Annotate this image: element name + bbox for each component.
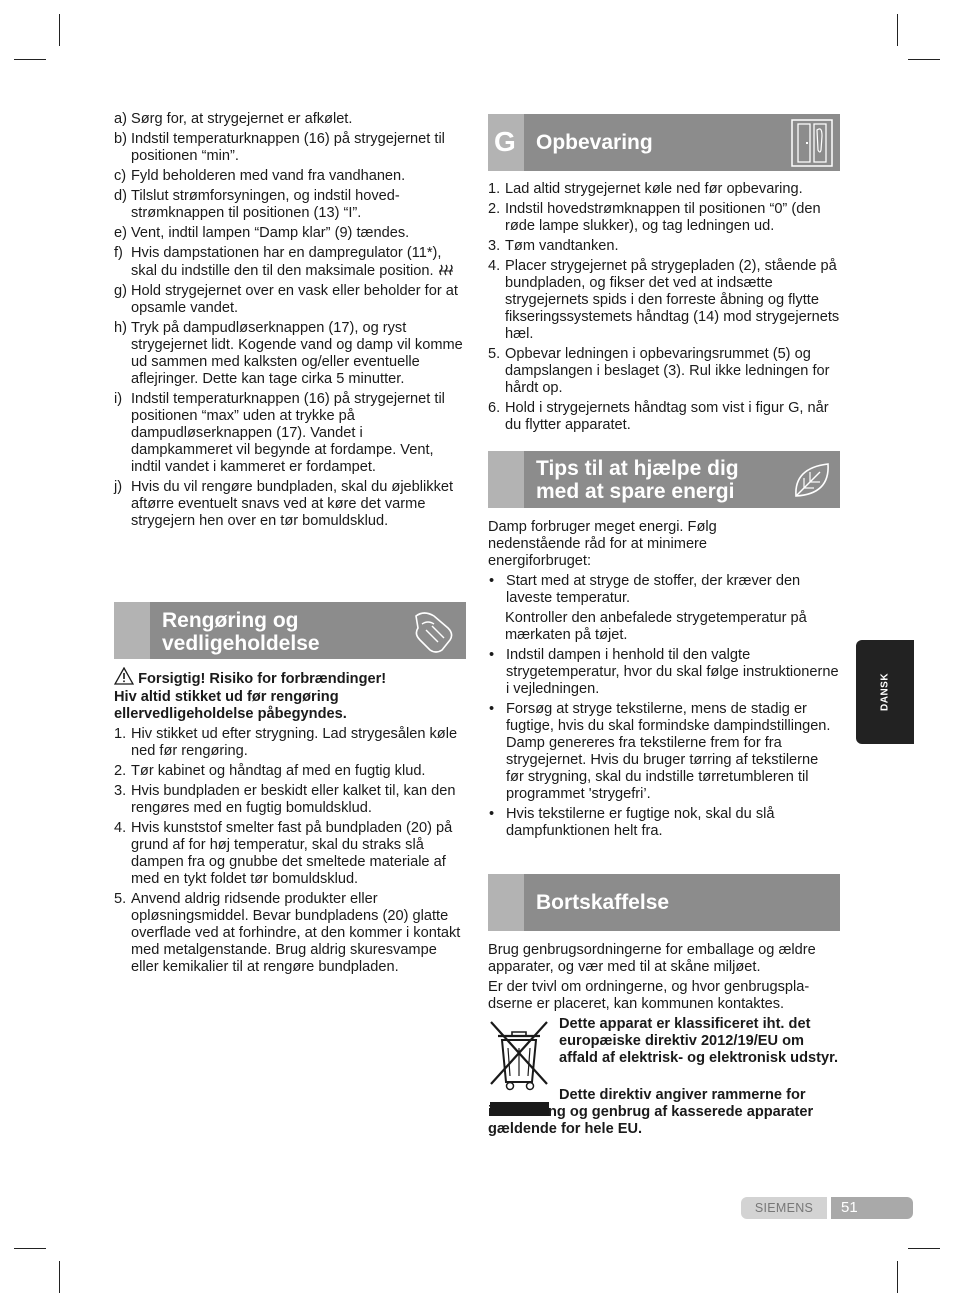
list-item bbox=[114, 131, 466, 165]
language-label: DANSK bbox=[879, 672, 891, 712]
list-item bbox=[488, 201, 840, 235]
tips-body bbox=[488, 519, 840, 843]
list-item bbox=[114, 783, 466, 817]
disposal-paragraph: Er der tvivl om ordningerne, og hvor genbrugspla-dserne er placeret, kan kommunen kontaktes. bbox=[488, 979, 810, 1012]
section-header-cleaning bbox=[114, 602, 466, 659]
tips-intro: Damp forbruger meget energi. Følg nedenstående råd for at minimere energiforbruget: bbox=[488, 519, 717, 569]
list-text bbox=[131, 245, 466, 280]
list-marker: f) bbox=[114, 245, 123, 261]
list-marker: j) bbox=[114, 479, 123, 495]
header-tab bbox=[488, 874, 524, 931]
bullet-marker: • bbox=[489, 701, 495, 717]
list-text: Indstil temperaturknappen (16) på strygejernet til positionen “min”. bbox=[131, 131, 445, 164]
list-text: Anvend aldrig ridsende produkter eller opløsningsmiddel. Bevar bundpladens (20) glatte overflade ved at forhindre, at den kommer i kontakt med metalgenstande. Brug aldrig skuresvampe eller kemikalier til at rengøre bundpladen. bbox=[131, 891, 461, 975]
list-text: Tilslut strømforsyningen, og indstil hoved-strømknappen til positionen (13) “I”. bbox=[131, 188, 400, 221]
weee-text bbox=[559, 1016, 844, 1070]
list-item bbox=[114, 391, 466, 476]
list-subtext: Kontroller den anbefalede strygetemperatur på mærkaten på tøjet. bbox=[505, 610, 807, 643]
list-marker: 5. bbox=[114, 891, 127, 907]
list-text: Fyld beholderen med vand fra vandhanen. bbox=[131, 168, 406, 184]
page-number: 51 bbox=[831, 1197, 913, 1219]
list-text: Hold i strygejernets håndtag som vist i figur G, når du flytter apparatet. bbox=[505, 400, 829, 433]
bullet-marker: • bbox=[489, 647, 495, 663]
section-title: Rengøring og vedligeholdelse bbox=[162, 609, 320, 655]
header-tab bbox=[488, 451, 524, 508]
brand-label: SIEMENS bbox=[741, 1197, 827, 1219]
list-text: Vent, indtil lampen “Damp klar” (9) tændes. bbox=[131, 225, 410, 241]
list-text: Hvis du vil rengøre bundpladen, skal du øjeblikket aftørre eventuelt snavs ved at køre det varme strygejern hen over en tør bomuldsklud. bbox=[131, 479, 454, 529]
list-item bbox=[488, 806, 840, 840]
weee-paragraph: Dette apparat er klassificeret iht. det europæiske direktiv 2012/19/EU om affald af elektrisk- og elektronisk udstyr. bbox=[559, 1016, 838, 1066]
list-marker: 3. bbox=[114, 783, 127, 799]
section-title: Opbevaring bbox=[536, 131, 653, 154]
list-item bbox=[488, 258, 840, 343]
list-text: Indstil dampen i henhold til den valgte strygetemperatur, hvor du skal følge instruktionerne i vejledningen. bbox=[506, 647, 839, 697]
list-item bbox=[488, 573, 840, 607]
list-item bbox=[488, 701, 840, 803]
list-marker: d) bbox=[114, 188, 127, 204]
list-text: Hvis bundpladen er beskidt eller kalket til, kan den rengøres med en fugtig bomuldsklud. bbox=[131, 783, 456, 816]
list-item bbox=[114, 188, 466, 222]
list-text: Sørg for, at strygejernet er afkølet. bbox=[131, 111, 353, 127]
list-text: Tryk på dampudløserknappen (17), og ryst strygejernet lidt. Kogende vand og damp vil komme ud sammen med kalksten og/eller eventuelle aflejringer. Dette kan tage cirka 5 minutter. bbox=[131, 320, 463, 387]
section-title: Bortskaffelse bbox=[536, 891, 670, 914]
list-item bbox=[114, 726, 466, 760]
crop-mark bbox=[14, 59, 46, 60]
descaling-steps bbox=[114, 111, 466, 533]
list-marker: a) bbox=[114, 111, 127, 127]
language-tab bbox=[856, 640, 914, 744]
list-marker: 1. bbox=[488, 181, 501, 197]
list-text: Start med at stryge de stoffer, der kræver den laveste temperatur. bbox=[506, 573, 801, 606]
list-item bbox=[114, 891, 466, 976]
crop-mark bbox=[908, 59, 940, 60]
list-item bbox=[488, 346, 840, 397]
warning-text: Forsigtig! Risiko for forbrændinger! bbox=[138, 671, 387, 687]
list-marker: 3. bbox=[488, 238, 501, 254]
list-marker: h) bbox=[114, 320, 127, 336]
list-item bbox=[114, 283, 466, 317]
list-marker: 4. bbox=[114, 820, 127, 836]
warning-triangle-icon bbox=[114, 667, 134, 685]
list-item bbox=[114, 225, 466, 242]
list-item bbox=[488, 181, 840, 198]
warning-line bbox=[114, 667, 466, 688]
list-text: Tør kabinet og håndtag af med en fugtig klud. bbox=[131, 763, 426, 779]
disposal-body bbox=[488, 942, 840, 1016]
section-header-tips bbox=[488, 451, 840, 508]
section-header-disposal bbox=[488, 874, 840, 931]
list-item bbox=[114, 320, 466, 388]
list-text: Indstil hovedstrømknappen til positionen “0” (den røde lampe slukker), og tag ledningen ud. bbox=[505, 201, 821, 234]
list-text-body: Hvis dampstationen har en dampregulator (11*), skal du indstille den til den maksimale position. bbox=[131, 245, 442, 279]
warning-notice: Hiv altid stikket ud før rengøring ellervedligeholdelse påbegyndes. bbox=[114, 689, 347, 722]
list-marker: 6. bbox=[488, 400, 501, 416]
list-text: Tøm vandtanken. bbox=[505, 238, 619, 254]
leaf-icon bbox=[790, 458, 834, 502]
list-item bbox=[114, 168, 466, 185]
list-item bbox=[488, 400, 840, 434]
crop-mark bbox=[897, 14, 898, 46]
section-title: Tips til at hjælpe dig med at spare energi bbox=[536, 457, 739, 503]
list-marker: g) bbox=[114, 283, 127, 299]
list-text: Indstil temperaturknappen (16) på strygejernet til positionen “max” uden at trykke på dampudløserknappen (17). Vandet i dampkammeret vil begynde at fordampe. Vent, indtil vandet i kammeret er fordampet. bbox=[131, 391, 445, 475]
storage-body bbox=[488, 181, 840, 437]
list-text: Hold strygejernet over en vask eller beholder for at opsamle vandet. bbox=[131, 283, 458, 316]
list-item bbox=[114, 245, 466, 280]
list-marker: i) bbox=[114, 391, 123, 407]
cleaning-body bbox=[114, 667, 466, 979]
crop-mark bbox=[59, 14, 60, 46]
weee-text-2 bbox=[488, 1087, 844, 1141]
section-letter: G bbox=[494, 126, 516, 157]
disposal-paragraph: Brug genbrugsordningerne for emballage og ældre apparater, og vær med til at skåne miljøet. bbox=[488, 942, 816, 975]
list-marker: c) bbox=[114, 168, 127, 184]
list-item bbox=[114, 479, 466, 530]
crop-mark bbox=[14, 1248, 46, 1249]
bullet-marker: • bbox=[489, 573, 495, 589]
list-item bbox=[114, 820, 466, 888]
list-item bbox=[114, 763, 466, 780]
crop-mark bbox=[908, 1248, 940, 1249]
section-header-storage bbox=[488, 114, 840, 171]
list-marker: 4. bbox=[488, 258, 501, 274]
list-marker: 1. bbox=[114, 726, 127, 742]
list-item bbox=[114, 111, 466, 128]
list-text: Lad altid strygejernet køle ned før opbevaring. bbox=[505, 181, 803, 197]
cleaning-hand-icon bbox=[408, 606, 460, 656]
list-text: Hvis kunststof smelter fast på bundpladen (20) på grund af for høj temperatur, skal du straks slå dampen fra og gnubbe det smeltede materiale af med en tykt foldet tør bomuldsklud. bbox=[131, 820, 453, 887]
list-marker: 2. bbox=[488, 201, 501, 217]
list-text: Hvis tekstilerne er fugtige nok, skal du slå dampfunktionen helt fra. bbox=[506, 806, 775, 839]
list-text: Hiv stikket ud efter strygning. Lad strygesålen køle ned før rengøring. bbox=[131, 726, 458, 759]
list-marker: e) bbox=[114, 225, 127, 241]
list-marker: b) bbox=[114, 131, 127, 147]
list-item bbox=[488, 647, 840, 698]
crop-mark bbox=[897, 1261, 898, 1293]
list-marker: 5. bbox=[488, 346, 501, 362]
list-text: Placer strygejernet på strygepladen (2), stående på bundpladen, og fikser det ved at indsætte strygejernets spids i den forreste åbning og flytte fikseringssystemets håndtag (14) mod strygejernets hæl. bbox=[505, 258, 840, 342]
steam-max-icon bbox=[438, 262, 454, 277]
list-text: Forsøg at stryge tekstilerne, mens de stadig er fugtige, hvis du skal formindske dampindstillingen. Damp genereres fra tekstilerne frem for fra strygejernet. Hvis du bruger tørring af tekstilerne før strygning, skal du indstille tørretumbleren til programmet 'strygefri’. bbox=[506, 701, 831, 802]
list-marker: 2. bbox=[114, 763, 127, 779]
list-item bbox=[488, 238, 840, 255]
storage-closet-icon bbox=[788, 116, 836, 168]
bullet-marker: • bbox=[489, 806, 495, 822]
list-text: Opbevar ledningen i opbevaringsrummet (5) og dampslangen i beslaget (3). Rul ikke ledningen for hårdt op. bbox=[505, 346, 830, 396]
header-tab bbox=[114, 602, 150, 659]
crop-mark bbox=[59, 1261, 60, 1293]
weee-paragraph: Dette direktiv angiver rammerne for indlevering og genbrug af kasserede apparater gældende for hele EU. bbox=[488, 1087, 814, 1137]
